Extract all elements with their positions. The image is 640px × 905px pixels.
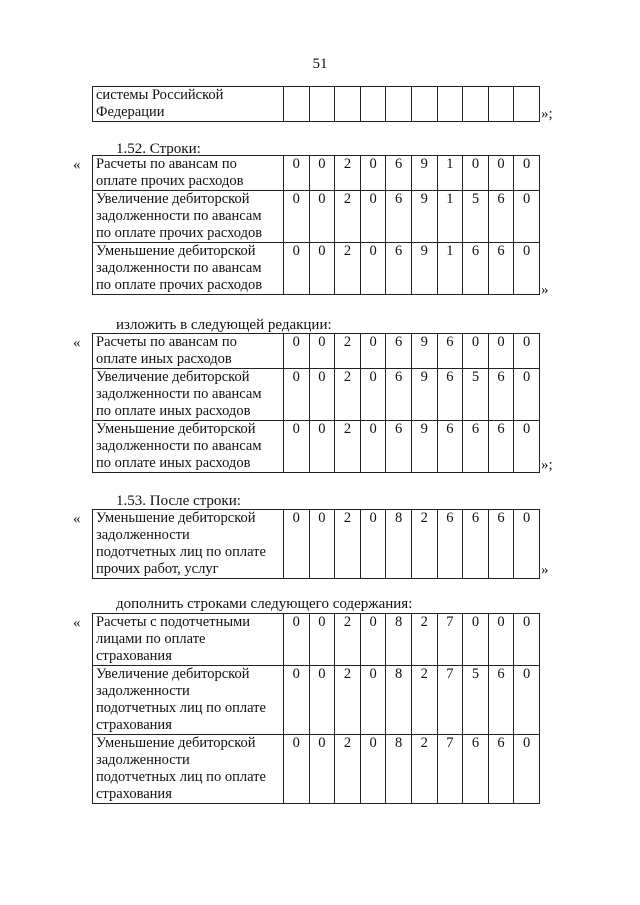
code-digit-cell: 1 [437, 243, 463, 295]
row-label [93, 510, 284, 579]
code-digit-cell: 0 [360, 369, 386, 421]
code-digit-cell [386, 87, 412, 122]
table-row [93, 156, 540, 191]
table-row [93, 334, 540, 369]
row-label [93, 421, 284, 473]
code-digit-cell: 0 [284, 510, 310, 579]
code-digit-cell: 0 [284, 334, 310, 369]
code-digit-cell: 2 [335, 191, 361, 243]
row-label-line: задолженности по авансам [96, 208, 262, 224]
code-digit-cell: 9 [411, 191, 437, 243]
code-digit-cell: 0 [309, 191, 335, 243]
table-row [93, 510, 540, 579]
code-digit-cell: 2 [335, 156, 361, 191]
code-digit-cell: 2 [411, 510, 437, 579]
code-digit-cell: 0 [360, 156, 386, 191]
code-digit-cell: 8 [386, 614, 412, 666]
code-digit-cell: 8 [386, 510, 412, 579]
table-row [93, 614, 540, 666]
code-digit-cell: 2 [335, 369, 361, 421]
code-digit-cell: 6 [386, 156, 412, 191]
row-label [93, 369, 284, 421]
code-digit-cell [463, 87, 489, 122]
opening-quote: « [73, 615, 81, 631]
row-label-line: прочих работ, услуг [96, 561, 219, 577]
row-label-line: по оплате прочих расходов [96, 225, 263, 241]
row-label-line: Увеличение дебиторской [96, 666, 250, 682]
code-digit-cell: 0 [360, 510, 386, 579]
code-digit-cell: 9 [411, 156, 437, 191]
code-digit-cell: 6 [437, 334, 463, 369]
section-heading: 1.52. Строки: [116, 141, 201, 157]
code-digit-cell [411, 87, 437, 122]
row-label [93, 87, 284, 122]
row-label-line: Увеличение дебиторской [96, 369, 250, 385]
code-digit-cell: 6 [437, 510, 463, 579]
row-label-line: подотчетных лиц по оплате [96, 544, 266, 560]
row-label-line: Увеличение дебиторской [96, 191, 250, 207]
table-row [93, 369, 540, 421]
table-row [93, 191, 540, 243]
code-digit-cell: 6 [463, 735, 489, 804]
code-digit-cell [309, 87, 335, 122]
closing-quote: » [541, 562, 549, 578]
code-digit-cell: 0 [284, 191, 310, 243]
code-digit-cell: 7 [437, 666, 463, 735]
code-digit-cell: 7 [437, 735, 463, 804]
row-label-line: задолженности по авансам [96, 386, 262, 402]
table-row [93, 87, 540, 122]
row-label [93, 614, 284, 666]
code-digit-cell: 6 [386, 243, 412, 295]
code-digit-cell: 0 [463, 334, 489, 369]
code-digit-cell [437, 87, 463, 122]
code-digit-cell: 0 [309, 421, 335, 473]
code-digit-cell: 6 [488, 421, 514, 473]
account-code-table [92, 333, 540, 473]
code-digit-cell: 6 [463, 510, 489, 579]
code-digit-cell [488, 87, 514, 122]
section-heading: изложить в следующей редакции: [116, 317, 332, 333]
section-heading: дополнить строками следующего содержания: [116, 596, 413, 612]
code-digit-cell: 5 [463, 666, 489, 735]
code-digit-cell: 0 [514, 334, 540, 369]
code-digit-cell: 5 [463, 369, 489, 421]
closing-quote: » [541, 282, 549, 298]
code-digit-cell: 0 [360, 334, 386, 369]
code-digit-cell: 0 [463, 614, 489, 666]
row-label-line: по оплате иных расходов [96, 403, 251, 419]
code-digit-cell: 9 [411, 334, 437, 369]
code-digit-cell: 2 [411, 735, 437, 804]
code-digit-cell: 0 [514, 243, 540, 295]
code-digit-cell: 0 [309, 243, 335, 295]
code-digit-cell: 0 [284, 614, 310, 666]
row-label-line: страхования [96, 648, 172, 664]
code-digit-cell: 1 [437, 191, 463, 243]
table-row [93, 735, 540, 804]
row-label-line: Расчеты по авансам по [96, 334, 237, 350]
code-digit-cell [335, 87, 361, 122]
code-digit-cell: 1 [437, 156, 463, 191]
code-digit-cell: 2 [411, 614, 437, 666]
code-digit-cell: 2 [411, 666, 437, 735]
code-digit-cell: 0 [309, 334, 335, 369]
code-digit-cell: 6 [386, 191, 412, 243]
code-digit-cell: 0 [514, 614, 540, 666]
account-code-table [92, 155, 540, 295]
account-code-table [92, 509, 540, 579]
row-label-line: подотчетных лиц по оплате [96, 700, 266, 716]
row-label-line: Расчеты с подотчетными [96, 614, 251, 630]
row-label [93, 334, 284, 369]
opening-quote: « [73, 157, 81, 173]
row-label-line: задолженности [96, 683, 190, 699]
row-label-line: по оплате иных расходов [96, 455, 251, 471]
code-digit-cell: 0 [360, 614, 386, 666]
row-label-line: страхования [96, 786, 172, 802]
code-digit-cell: 6 [488, 243, 514, 295]
code-digit-cell: 9 [411, 421, 437, 473]
row-label-line: Федерации [96, 104, 165, 120]
account-code-table [92, 86, 540, 122]
row-label-line: задолженности [96, 752, 190, 768]
code-digit-cell: 0 [309, 510, 335, 579]
row-label-line: Уменьшение дебиторской [96, 421, 256, 437]
row-label-line: системы Российской [96, 87, 224, 103]
code-digit-cell: 6 [463, 243, 489, 295]
code-digit-cell: 0 [309, 156, 335, 191]
code-digit-cell: 6 [488, 369, 514, 421]
page-number: 51 [312, 56, 328, 72]
row-label [93, 735, 284, 804]
row-label-line: лицами по оплате [96, 631, 206, 647]
code-digit-cell: 8 [386, 666, 412, 735]
code-digit-cell: 6 [437, 421, 463, 473]
code-digit-cell: 9 [411, 243, 437, 295]
code-digit-cell: 2 [335, 666, 361, 735]
code-digit-cell: 0 [309, 614, 335, 666]
code-digit-cell: 0 [463, 156, 489, 191]
code-digit-cell [284, 87, 310, 122]
row-label [93, 666, 284, 735]
code-digit-cell: 0 [309, 666, 335, 735]
closing-quote: »; [541, 106, 553, 122]
code-digit-cell: 0 [514, 191, 540, 243]
row-label-line: задолженности по авансам [96, 260, 262, 276]
code-digit-cell: 2 [335, 510, 361, 579]
row-label-line: Уменьшение дебиторской [96, 510, 256, 526]
code-digit-cell: 0 [360, 243, 386, 295]
code-digit-cell: 0 [514, 666, 540, 735]
code-digit-cell: 7 [437, 614, 463, 666]
row-label-line: подотчетных лиц по оплате [96, 769, 266, 785]
row-label-line: Расчеты по авансам по [96, 156, 237, 172]
code-digit-cell: 2 [335, 735, 361, 804]
code-digit-cell: 6 [386, 421, 412, 473]
table-row [93, 666, 540, 735]
code-digit-cell: 6 [386, 369, 412, 421]
code-digit-cell: 0 [514, 369, 540, 421]
code-digit-cell: 2 [335, 243, 361, 295]
code-digit-cell: 0 [284, 243, 310, 295]
code-digit-cell: 6 [386, 334, 412, 369]
code-digit-cell: 2 [335, 334, 361, 369]
row-label-line: по оплате прочих расходов [96, 277, 263, 293]
row-label [93, 156, 284, 191]
code-digit-cell: 6 [463, 421, 489, 473]
code-digit-cell: 6 [437, 369, 463, 421]
code-digit-cell: 0 [360, 735, 386, 804]
table-row [93, 243, 540, 295]
code-digit-cell: 6 [488, 191, 514, 243]
row-label [93, 191, 284, 243]
row-label-line: страхования [96, 717, 172, 733]
section-heading: 1.53. После строки: [116, 493, 241, 509]
code-digit-cell: 0 [284, 421, 310, 473]
code-digit-cell: 0 [360, 191, 386, 243]
code-digit-cell: 0 [284, 369, 310, 421]
code-digit-cell: 0 [514, 510, 540, 579]
row-label-line: оплате прочих расходов [96, 173, 244, 189]
code-digit-cell: 0 [360, 421, 386, 473]
opening-quote: « [73, 335, 81, 351]
row-label-line: задолженности по авансам [96, 438, 262, 454]
row-label-line: оплате иных расходов [96, 351, 232, 367]
code-digit-cell: 2 [335, 421, 361, 473]
code-digit-cell: 0 [488, 156, 514, 191]
code-digit-cell: 8 [386, 735, 412, 804]
row-label-line: Уменьшение дебиторской [96, 243, 256, 259]
code-digit-cell: 0 [488, 334, 514, 369]
code-digit-cell: 9 [411, 369, 437, 421]
code-digit-cell [360, 87, 386, 122]
code-digit-cell: 0 [309, 735, 335, 804]
code-digit-cell [514, 87, 540, 122]
code-digit-cell: 2 [335, 614, 361, 666]
code-digit-cell: 6 [488, 735, 514, 804]
opening-quote: « [73, 511, 81, 527]
code-digit-cell: 6 [488, 666, 514, 735]
code-digit-cell: 0 [488, 614, 514, 666]
account-code-table [92, 613, 540, 804]
table-row [93, 421, 540, 473]
code-digit-cell: 6 [488, 510, 514, 579]
code-digit-cell: 0 [284, 156, 310, 191]
row-label [93, 243, 284, 295]
code-digit-cell: 0 [514, 421, 540, 473]
code-digit-cell: 0 [360, 666, 386, 735]
code-digit-cell: 0 [284, 735, 310, 804]
code-digit-cell: 0 [284, 666, 310, 735]
code-digit-cell: 0 [514, 156, 540, 191]
row-label-line: задолженности [96, 527, 190, 543]
row-label-line: Уменьшение дебиторской [96, 735, 256, 751]
code-digit-cell: 0 [514, 735, 540, 804]
code-digit-cell: 5 [463, 191, 489, 243]
code-digit-cell: 0 [309, 369, 335, 421]
closing-quote: »; [541, 457, 553, 473]
